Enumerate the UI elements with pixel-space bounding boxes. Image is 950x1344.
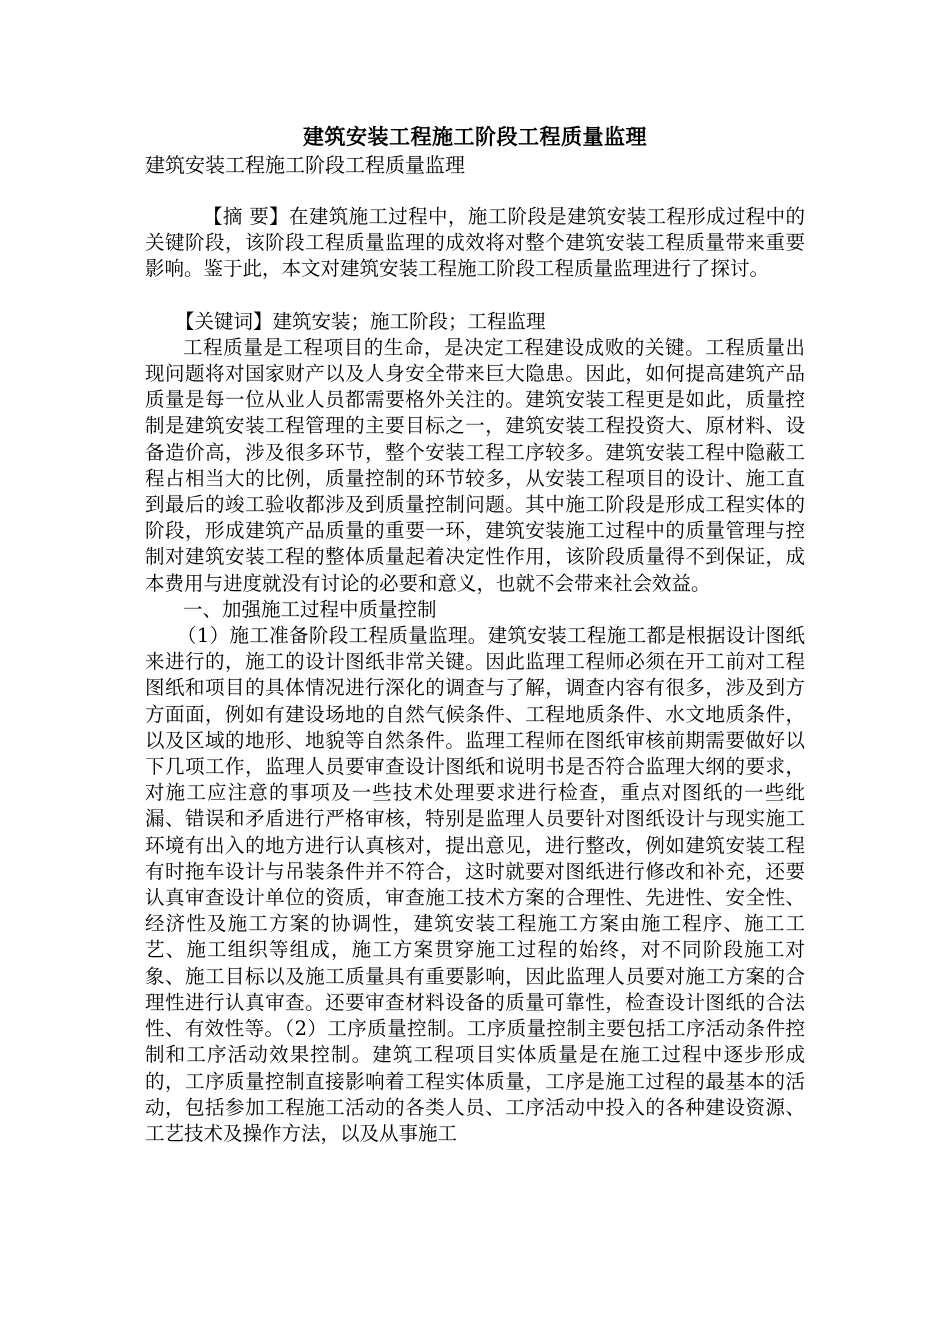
spacer [145,283,805,309]
section-paragraph: （1）施工准备阶段工程质量监理。建筑安装工程施工都是根据设计图纸来进行的，施工的设计图纸非常关键。因此监理工程师必须在开工前对工程图纸和项目的具体情况进行深化的调查与了解，调查内容有很多，涉及到方方面面，例如有建设场地的自然气候条件、工程地质条件、水文地质条件，以及区域的地形、地貌等自然条件。监理工程师在图纸审核前期需要做好以下几项工作，监理人员要审查设计图纸和说明书是否符合监理大纲的要求，对施工应注意的事项及一些技术处理要求进行检查，重点对图纸的一些纰漏、错误和矛盾进行严格审核，特别是监理人员要针对图纸设计与现实施工环境有出入的地方进行认真核对，提出意见，进行整改，例如建筑安装工程有时拖车设计与吊装条件并不符合，这时就要对图纸进行修改和补充，还要认真审查设计单位的资质，审查施工技术方案的合理性、先进性、安全性、经济性及施工方案的协调性，建筑安装工程施工方案由施工程序、施工工艺、施工组织等组成，施工方案贯穿施工过程的始终，对不同阶段施工对象、施工目标以及施工质量具有重要影响，因此监理人员要对施工方案的合理性进行认真审查。还要审查材料设备的质量可靠性，检查设计图纸的合法性、有效性等。（2）工序质量控制。工序质量控制主要包括工序活动条件控制和工序活动效果控制。建筑工程项目实体质量是在施工过程中逐步形成的，工序质量控制直接影响着工程实体质量，工序是施工过程的最基本的活动，包括参加工程施工活动的各类人员、工序活动中投入的各种建设资源、工艺技术及操作方法，以及从事施工 [145,624,805,1145]
section-heading: 一、加强施工过程中质量控制 [183,597,437,621]
document-subtitle: 建筑安装工程施工阶段工程质量监理 [145,153,465,177]
document-body [145,122,805,1147]
spacer [145,178,805,204]
keywords-line: 【关键词】建筑安装；施工阶段；工程监理 [175,309,546,333]
abstract-paragraph: 【摘 要】在建筑施工过程中，施工阶段是建筑安装工程形成过程中的关键阶段，该阶段工程质量监理的成效将对整个建筑安装工程质量带来重要影响。鉴于此，本文对建筑安装工程施工阶段工程质量监理进行了探讨。 [145,205,805,281]
document-title: 建筑安装工程施工阶段工程质量监理 [303,124,647,149]
intro-paragraph: 工程质量是工程项目的生命，是决定工程建设成败的关键。工程质量出现问题将对国家财产以及人身安全带来巨大隐患。因此，如何提高建筑产品质量是每一位从业人员都需要格外关注的。建筑安装工程更是如此，质量控制是建筑安装工程管理的主要目标之一，建筑安装工程投资大、原材料、设备造价高，涉及很多环节，整个安装工程工序较多。建筑安装工程中隐蔽工程占相当大的比例，质量控制的环节较多，从安装工程项目的设计、施工直到最后的竣工验收都涉及到质量控制问题。其中施工阶段是形成工程实体的阶段，形成建筑产品质量的重要一环，建筑安装施工过程中的质量管理与控制对建筑安装工程的整体质量起着决定性作用，该阶段质量得不到保证，成本费用与进度就没有讨论的必要和意义，也就不会带来社会效益。 [145,335,805,595]
